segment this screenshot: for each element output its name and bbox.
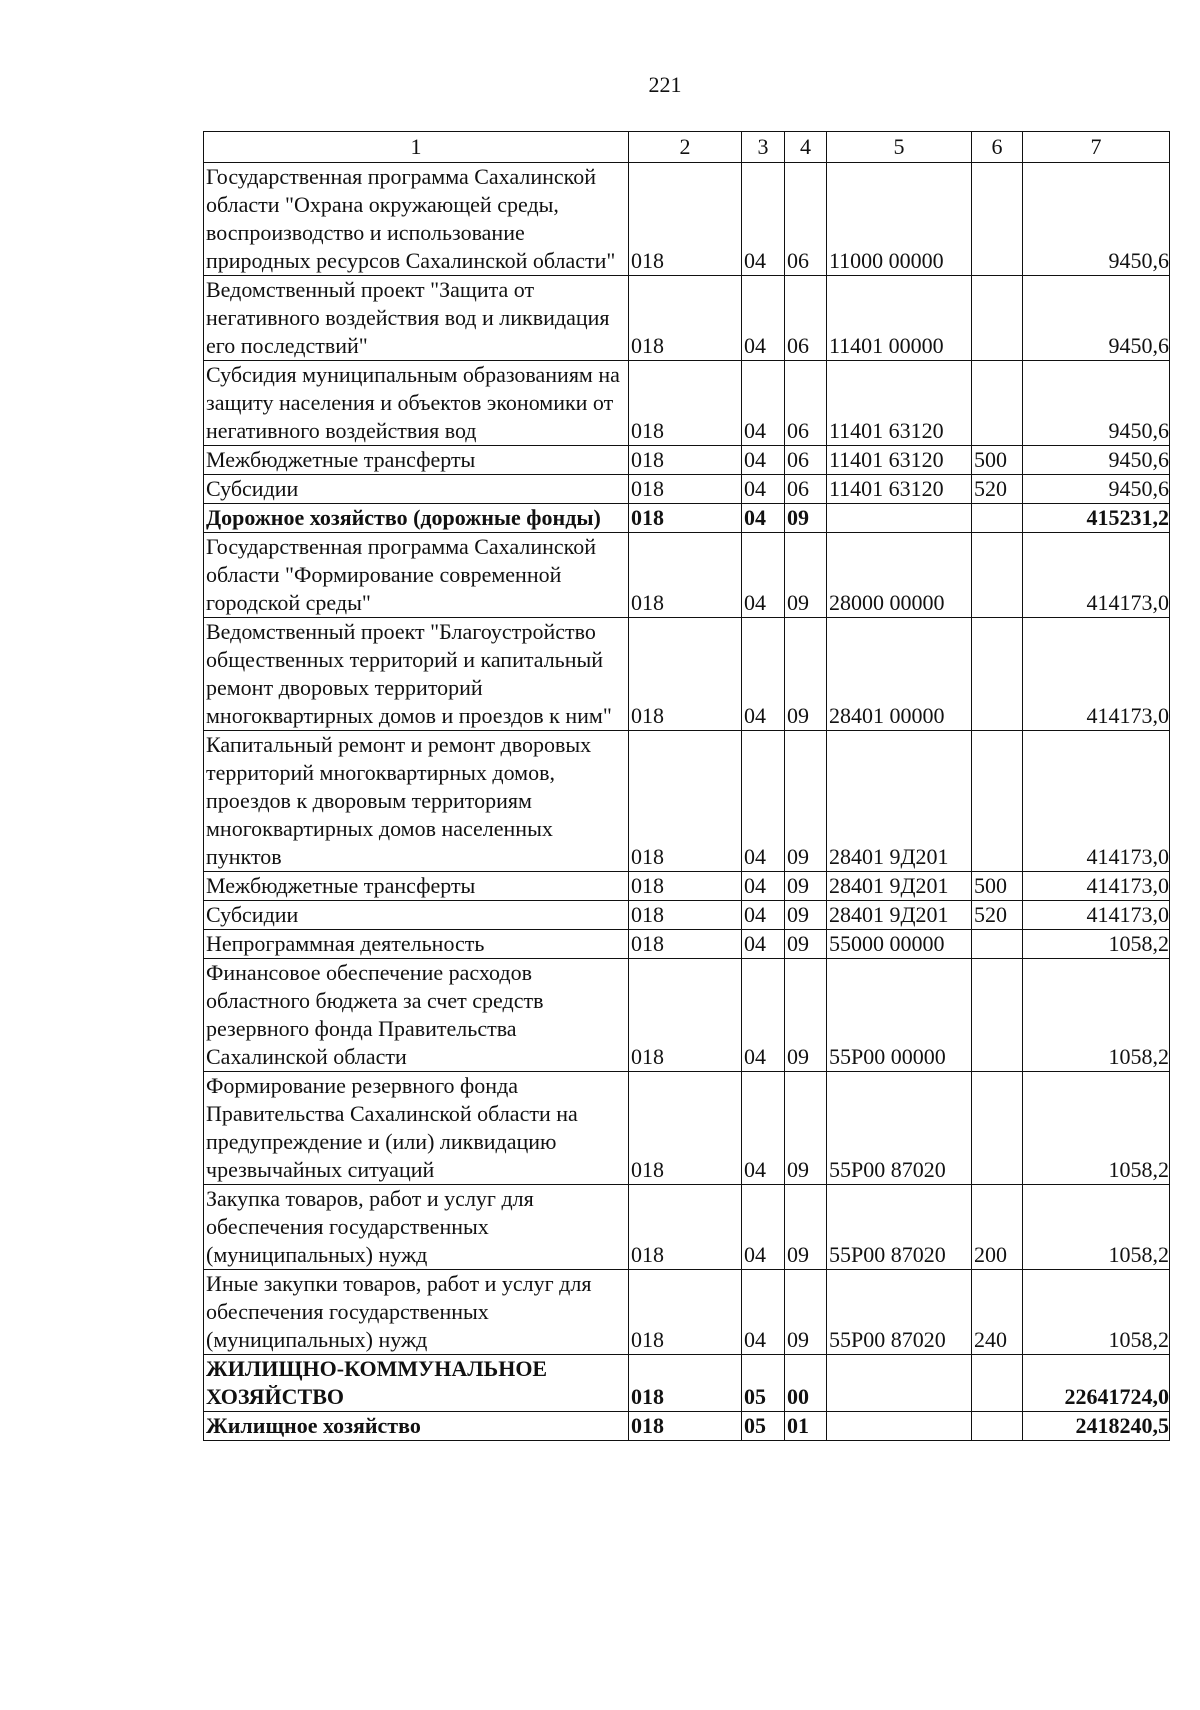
row-type-cell bbox=[972, 930, 1023, 959]
row-target-cell: 28401 9Д201 bbox=[827, 731, 972, 872]
row-target-cell: 28000 00000 bbox=[827, 533, 972, 618]
row-section-cell: 04 bbox=[742, 446, 785, 475]
header-cell: 4 bbox=[785, 132, 827, 163]
table-row bbox=[204, 930, 1170, 959]
row-code-cell: 018 bbox=[629, 1355, 742, 1412]
row-section-cell: 04 bbox=[742, 901, 785, 930]
row-code-cell: 018 bbox=[629, 618, 742, 731]
row-code-cell: 018 bbox=[629, 1412, 742, 1441]
row-name-cell: Финансовое обеспечение расходов областного бюджета за счет средств резервного фонда Правительства Сахалинской области bbox=[204, 959, 629, 1072]
row-type-cell: 500 bbox=[972, 446, 1023, 475]
row-subsection-cell: 01 bbox=[785, 1412, 827, 1441]
row-section-cell: 04 bbox=[742, 361, 785, 446]
row-section-cell: 04 bbox=[742, 163, 785, 276]
row-type-cell bbox=[972, 1412, 1023, 1441]
row-subsection-cell: 09 bbox=[785, 618, 827, 731]
row-section-cell: 04 bbox=[742, 731, 785, 872]
row-type-cell: 200 bbox=[972, 1185, 1023, 1270]
row-amount-cell: 9450,6 bbox=[1023, 475, 1170, 504]
row-section-cell: 04 bbox=[742, 1072, 785, 1185]
row-section-cell: 05 bbox=[742, 1412, 785, 1441]
table-row bbox=[204, 1355, 1170, 1412]
table-row bbox=[204, 361, 1170, 446]
row-name-cell: Ведомственный проект "Благоустройство общественных территорий и капитальный ремонт дворовых территорий многоквартирных домов и проездов к ним" bbox=[204, 618, 629, 731]
table-row bbox=[204, 1412, 1170, 1441]
row-amount-cell: 9450,6 bbox=[1023, 446, 1170, 475]
row-section-cell: 04 bbox=[742, 959, 785, 1072]
row-subsection-cell: 09 bbox=[785, 1072, 827, 1185]
row-target-cell: 11401 63120 bbox=[827, 446, 972, 475]
row-code-cell: 018 bbox=[629, 901, 742, 930]
row-name-cell: Субсидия муниципальным образованиям на защиту населения и объектов экономики от негативного воздействия вод bbox=[204, 361, 629, 446]
row-section-cell: 04 bbox=[742, 533, 785, 618]
row-subsection-cell: 09 bbox=[785, 1185, 827, 1270]
row-code-cell: 018 bbox=[629, 475, 742, 504]
row-code-cell: 018 bbox=[629, 276, 742, 361]
row-amount-cell: 414173,0 bbox=[1023, 618, 1170, 731]
row-subsection-cell: 00 bbox=[785, 1355, 827, 1412]
row-type-cell bbox=[972, 1072, 1023, 1185]
table-row bbox=[204, 959, 1170, 1072]
row-name-cell: ЖИЛИЩНО-КОММУНАЛЬНОЕ ХОЗЯЙСТВО bbox=[204, 1355, 629, 1412]
row-target-cell: 55Р00 87020 bbox=[827, 1185, 972, 1270]
table-row bbox=[204, 504, 1170, 533]
row-type-cell: 520 bbox=[972, 475, 1023, 504]
row-subsection-cell: 06 bbox=[785, 163, 827, 276]
row-subsection-cell: 09 bbox=[785, 533, 827, 618]
row-name-cell: Закупка товаров, работ и услуг для обеспечения государственных (муниципальных) нужд bbox=[204, 1185, 629, 1270]
row-subsection-cell: 06 bbox=[785, 446, 827, 475]
budget-table bbox=[203, 131, 1170, 1441]
row-target-cell bbox=[827, 504, 972, 533]
row-name-cell: Ведомственный проект "Защита от негативного воздействия вод и ликвидация его последствий" bbox=[204, 276, 629, 361]
row-code-cell: 018 bbox=[629, 361, 742, 446]
row-section-cell: 04 bbox=[742, 930, 785, 959]
row-target-cell: 11000 00000 bbox=[827, 163, 972, 276]
row-target-cell: 11401 00000 bbox=[827, 276, 972, 361]
table-row bbox=[204, 276, 1170, 361]
row-target-cell: 28401 9Д201 bbox=[827, 901, 972, 930]
row-subsection-cell: 09 bbox=[785, 930, 827, 959]
header-cell: 3 bbox=[742, 132, 785, 163]
row-name-cell: Государственная программа Сахалинской области "Формирование современной городской среды" bbox=[204, 533, 629, 618]
row-amount-cell: 22641724,0 bbox=[1023, 1355, 1170, 1412]
row-section-cell: 04 bbox=[742, 504, 785, 533]
row-amount-cell: 1058,2 bbox=[1023, 1072, 1170, 1185]
row-type-cell bbox=[972, 533, 1023, 618]
row-subsection-cell: 06 bbox=[785, 475, 827, 504]
header-cell: 2 bbox=[629, 132, 742, 163]
table-row bbox=[204, 618, 1170, 731]
row-code-cell: 018 bbox=[629, 163, 742, 276]
row-amount-cell: 415231,2 bbox=[1023, 504, 1170, 533]
row-type-cell bbox=[972, 618, 1023, 731]
row-type-cell bbox=[972, 276, 1023, 361]
header-cell: 7 bbox=[1023, 132, 1170, 163]
row-amount-cell: 9450,6 bbox=[1023, 163, 1170, 276]
row-subsection-cell: 09 bbox=[785, 959, 827, 1072]
row-code-cell: 018 bbox=[629, 504, 742, 533]
row-section-cell: 04 bbox=[742, 276, 785, 361]
header-cell: 6 bbox=[972, 132, 1023, 163]
row-target-cell: 55Р00 87020 bbox=[827, 1270, 972, 1355]
row-subsection-cell: 09 bbox=[785, 872, 827, 901]
row-amount-cell: 414173,0 bbox=[1023, 872, 1170, 901]
row-amount-cell: 414173,0 bbox=[1023, 901, 1170, 930]
row-amount-cell: 1058,2 bbox=[1023, 930, 1170, 959]
row-section-cell: 04 bbox=[742, 1185, 785, 1270]
table-row bbox=[204, 1270, 1170, 1355]
row-target-cell: 11401 63120 bbox=[827, 361, 972, 446]
row-subsection-cell: 09 bbox=[785, 504, 827, 533]
row-code-cell: 018 bbox=[629, 533, 742, 618]
row-target-cell: 55Р00 87020 bbox=[827, 1072, 972, 1185]
row-target-cell: 11401 63120 bbox=[827, 475, 972, 504]
row-amount-cell: 1058,2 bbox=[1023, 959, 1170, 1072]
row-amount-cell: 1058,2 bbox=[1023, 1185, 1170, 1270]
table-row bbox=[204, 872, 1170, 901]
header-row bbox=[204, 132, 1170, 163]
row-section-cell: 04 bbox=[742, 872, 785, 901]
table-row bbox=[204, 1185, 1170, 1270]
row-code-cell: 018 bbox=[629, 1270, 742, 1355]
row-target-cell: 28401 9Д201 bbox=[827, 872, 972, 901]
row-target-cell: 55000 00000 bbox=[827, 930, 972, 959]
row-target-cell bbox=[827, 1412, 972, 1441]
row-type-cell bbox=[972, 163, 1023, 276]
row-target-cell bbox=[827, 1355, 972, 1412]
row-code-cell: 018 bbox=[629, 959, 742, 1072]
row-type-cell: 520 bbox=[972, 901, 1023, 930]
row-type-cell bbox=[972, 504, 1023, 533]
row-name-cell: Иные закупки товаров, работ и услуг для обеспечения государственных (муниципальных) нужд bbox=[204, 1270, 629, 1355]
row-amount-cell: 414173,0 bbox=[1023, 731, 1170, 872]
row-name-cell: Дорожное хозяйство (дорожные фонды) bbox=[204, 504, 629, 533]
row-subsection-cell: 09 bbox=[785, 731, 827, 872]
row-amount-cell: 414173,0 bbox=[1023, 533, 1170, 618]
row-name-cell: Субсидии bbox=[204, 475, 629, 504]
row-amount-cell: 9450,6 bbox=[1023, 361, 1170, 446]
row-amount-cell: 1058,2 bbox=[1023, 1270, 1170, 1355]
table-row bbox=[204, 163, 1170, 276]
row-name-cell: Межбюджетные трансферты bbox=[204, 872, 629, 901]
row-amount-cell: 2418240,5 bbox=[1023, 1412, 1170, 1441]
row-code-cell: 018 bbox=[629, 1185, 742, 1270]
table-row bbox=[204, 901, 1170, 930]
row-target-cell: 55Р00 00000 bbox=[827, 959, 972, 1072]
table-row bbox=[204, 475, 1170, 504]
table-row bbox=[204, 731, 1170, 872]
row-code-cell: 018 bbox=[629, 446, 742, 475]
row-name-cell: Государственная программа Сахалинской области "Охрана окружающей среды, воспроизводство и использование природных ресурсов Сахалинской области" bbox=[204, 163, 629, 276]
row-amount-cell: 9450,6 bbox=[1023, 276, 1170, 361]
table-row bbox=[204, 446, 1170, 475]
row-type-cell bbox=[972, 959, 1023, 1072]
row-type-cell bbox=[972, 1355, 1023, 1412]
table-row bbox=[204, 533, 1170, 618]
row-name-cell: Межбюджетные трансферты bbox=[204, 446, 629, 475]
table-row bbox=[204, 1072, 1170, 1185]
row-code-cell: 018 bbox=[629, 731, 742, 872]
row-name-cell: Субсидии bbox=[204, 901, 629, 930]
row-subsection-cell: 09 bbox=[785, 901, 827, 930]
header-cell: 5 bbox=[827, 132, 972, 163]
row-type-cell bbox=[972, 361, 1023, 446]
row-subsection-cell: 06 bbox=[785, 361, 827, 446]
row-code-cell: 018 bbox=[629, 872, 742, 901]
header-cell: 1 bbox=[204, 132, 629, 163]
row-name-cell: Жилищное хозяйство bbox=[204, 1412, 629, 1441]
row-type-cell: 240 bbox=[972, 1270, 1023, 1355]
row-type-cell bbox=[972, 731, 1023, 872]
row-code-cell: 018 bbox=[629, 1072, 742, 1185]
row-name-cell: Капитальный ремонт и ремонт дворовых территорий многоквартирных домов, проездов к дворовым территориям многоквартирных домов населенных пунктов bbox=[204, 731, 629, 872]
row-type-cell: 500 bbox=[972, 872, 1023, 901]
row-name-cell: Формирование резервного фонда Правительства Сахалинской области на предупреждение и (или) ликвидацию чрезвычайных ситуаций bbox=[204, 1072, 629, 1185]
row-subsection-cell: 06 bbox=[785, 276, 827, 361]
row-name-cell: Непрограммная деятельность bbox=[204, 930, 629, 959]
row-code-cell: 018 bbox=[629, 930, 742, 959]
row-section-cell: 04 bbox=[742, 618, 785, 731]
page-number: 221 bbox=[648, 72, 682, 97]
row-subsection-cell: 09 bbox=[785, 1270, 827, 1355]
row-section-cell: 05 bbox=[742, 1355, 785, 1412]
row-section-cell: 04 bbox=[742, 475, 785, 504]
row-target-cell: 28401 00000 bbox=[827, 618, 972, 731]
row-section-cell: 04 bbox=[742, 1270, 785, 1355]
